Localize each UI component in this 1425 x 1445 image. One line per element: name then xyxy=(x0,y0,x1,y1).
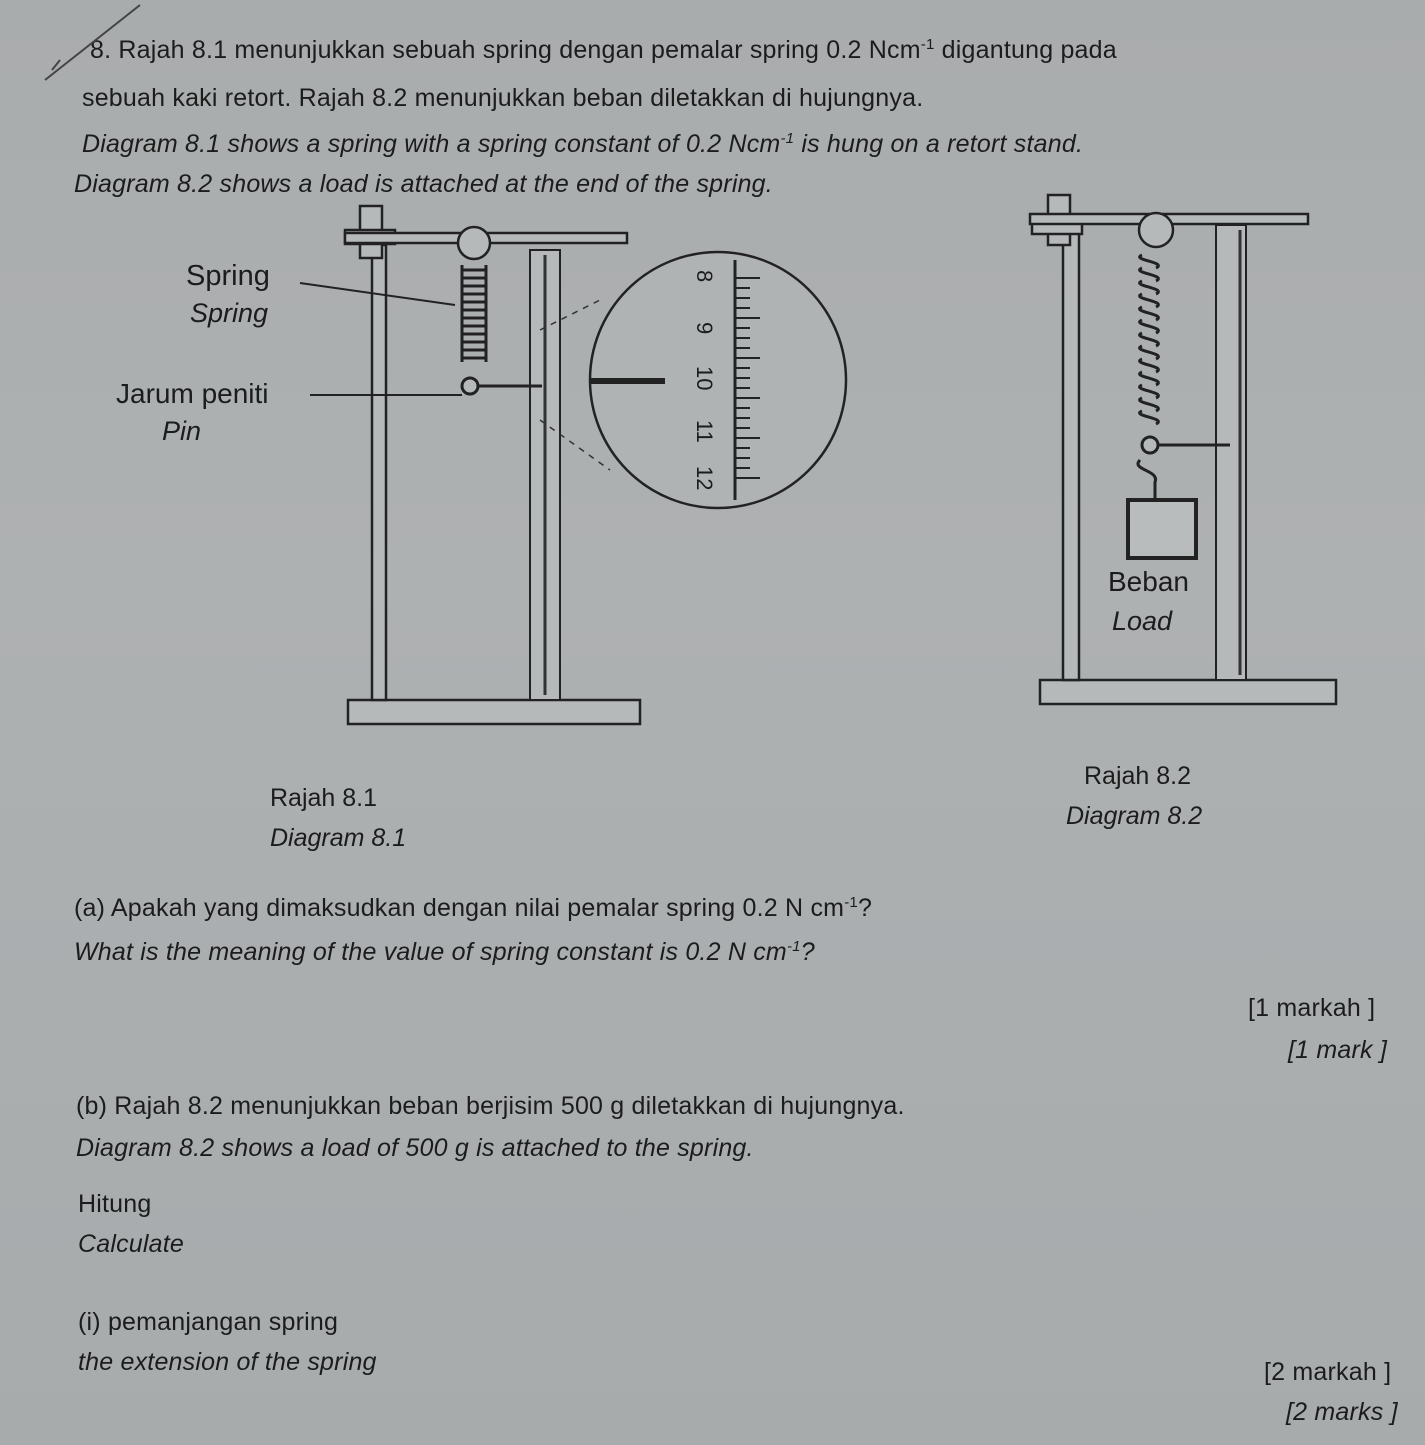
caption-diagram-1-ms: Rajah 8.1 xyxy=(270,784,378,812)
scale-tick-label: 9 xyxy=(692,322,717,335)
unit-superscript: -1 xyxy=(786,938,801,955)
scale-tick-label: 11 xyxy=(692,420,717,443)
question-text-ms-1-tail: digantung pada xyxy=(934,36,1117,64)
part-a-ms-tail: ? xyxy=(857,894,873,922)
retort-stand-2 xyxy=(1030,195,1336,704)
label-load-ms: Beban xyxy=(1108,566,1189,597)
metre-rule-2 xyxy=(1216,225,1246,680)
question-text-ms-2: sebuah kaki retort. Rajah 8.2 menunjukkan beban diletakkan di hujungnya. xyxy=(82,84,924,112)
label-pin-ms: Jarum peniti xyxy=(116,378,269,409)
calculate-en: Calculate xyxy=(78,1230,185,1258)
label-pin-en: Pin xyxy=(162,416,202,446)
part-a-en-line xyxy=(74,938,815,967)
question-text-en-1: Diagram 8.1 shows a spring with a spring constant of 0.2 Ncm xyxy=(82,130,781,158)
load-block xyxy=(1128,500,1196,558)
retort-stand-1 xyxy=(345,206,640,724)
question-text-en-1-tail: is hung on a retort stand. xyxy=(794,130,1084,158)
part-a-en: What is the meaning of the value of spring constant is 0.2 N cm xyxy=(74,938,787,966)
metre-rule-1 xyxy=(530,250,560,700)
question-number: 8. xyxy=(90,36,112,64)
part-a-en-tail: ? xyxy=(800,938,815,966)
unit-superscript: -1 xyxy=(920,36,935,53)
question-text-ms-1: Rajah 8.1 menunjukkan sebuah spring dengan pemalar spring 0.2 Ncm xyxy=(118,36,921,64)
part-a-marks-en: [1 mark ] xyxy=(1288,1036,1388,1064)
part-b-ms: (b) Rajah 8.2 menunjukkan beban berjisim 500 g diletakkan di hujungnya. xyxy=(76,1092,905,1120)
magnified-scale xyxy=(590,252,846,508)
label-spring-ms: Spring xyxy=(186,260,270,292)
calculate-ms: Hitung xyxy=(78,1190,152,1218)
scale-tick-label: 12 xyxy=(692,466,717,491)
part-b-i-ms: (i) pemanjangan spring xyxy=(78,1308,339,1336)
part-b-en: Diagram 8.2 shows a load of 500 g is attached to the spring. xyxy=(76,1134,754,1162)
unit-superscript: -1 xyxy=(844,894,858,911)
unit-superscript: -1 xyxy=(780,130,795,147)
part-b-marks-ms: [2 markah ] xyxy=(1264,1358,1392,1386)
part-a-ms: (a) Apakah yang dimaksudkan dengan nilai pemalar spring 0.2 N cm xyxy=(74,894,845,922)
caption-diagram-1-en: Diagram 8.1 xyxy=(270,824,407,852)
label-load-en: Load xyxy=(1112,606,1173,636)
label-spring-en: Spring xyxy=(190,298,269,328)
scale-tick-label: 8 xyxy=(692,270,717,283)
question-text-en-2: Diagram 8.2 shows a load is attached at the end of the spring. xyxy=(74,170,773,198)
part-a-ms-line xyxy=(74,894,872,923)
scale-tick-label: 10 xyxy=(692,366,717,391)
part-b-i-en: the extension of the spring xyxy=(78,1348,377,1376)
caption-diagram-2-ms: Rajah 8.2 xyxy=(1084,762,1192,790)
part-b-marks-en: [2 marks ] xyxy=(1286,1398,1398,1426)
caption-diagram-2-en: Diagram 8.2 xyxy=(1066,802,1203,830)
part-a-marks-ms: [1 markah ] xyxy=(1248,994,1376,1022)
